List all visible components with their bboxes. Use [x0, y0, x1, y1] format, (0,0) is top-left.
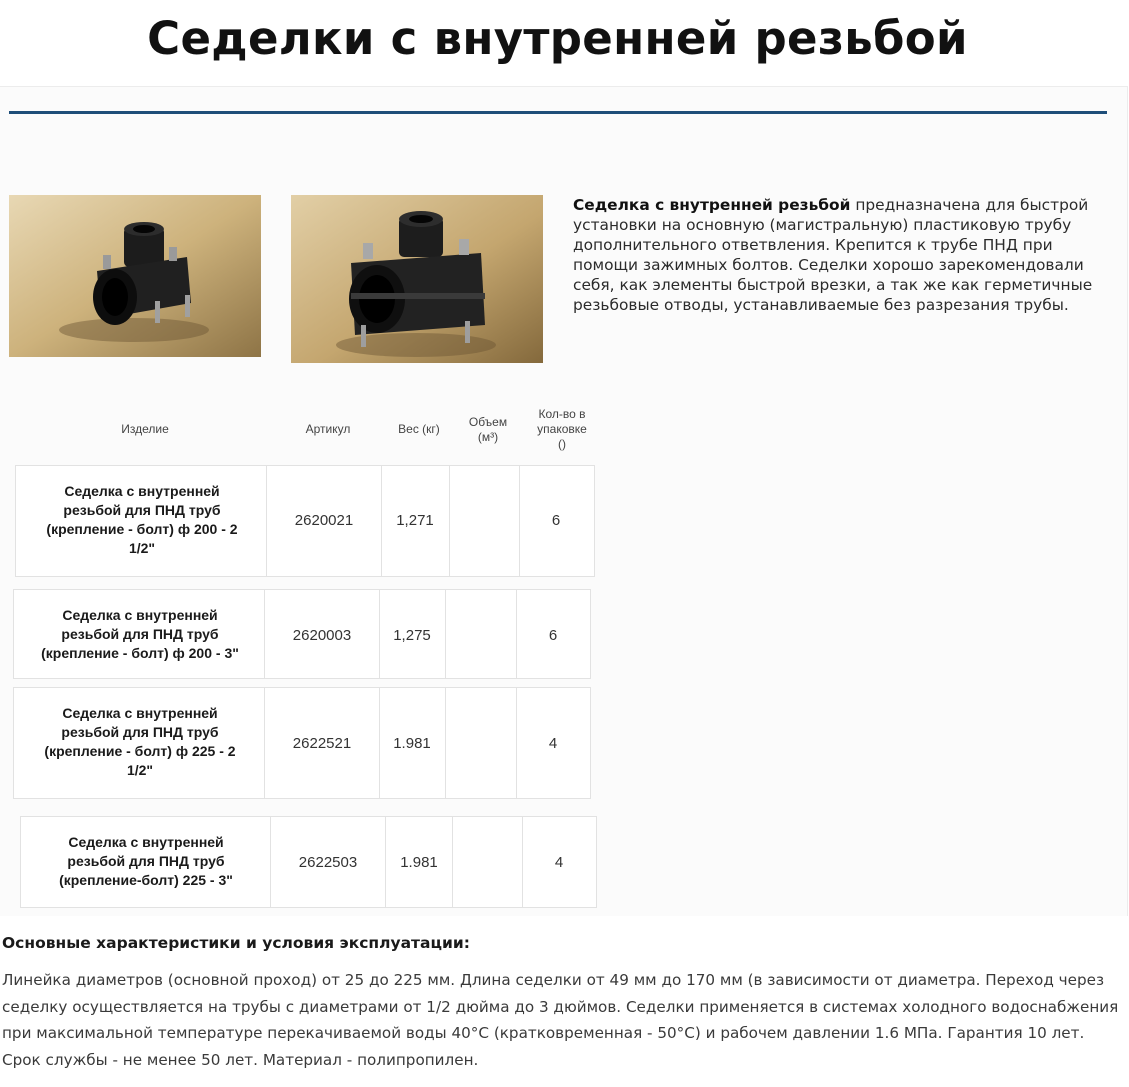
table-row: [20, 816, 597, 908]
product-article: 2620021: [294, 512, 354, 529]
product-weight: 1,275: [393, 627, 431, 644]
header-volume-line2: (м³): [477, 430, 499, 444]
description-body: предназначена для быстрой установки на основную (магистральную) пластиковую трубу дополнительного ответвления. Крепится к трубе ПНД при помощи зажимных болтов. Седелки хорошо зарекомендовали себя, как элементы быстрой врезки, а так же как герметичные резьбовые отводы, устанавливаемые без разрезания трубы.: [573, 196, 1093, 314]
header-qty-line2: упаковке: [537, 422, 587, 436]
table-row: [15, 465, 595, 577]
product-name: Седелка с внутренней резьбой для ПНД труб (крепление - болт) ф 200 - 2 1/2": [46, 483, 238, 556]
title-divider: [9, 111, 1107, 114]
product-qty: 4: [548, 735, 558, 752]
specs-title: Основные характеристики и условия эксплуатации:: [2, 934, 470, 952]
product-qty: 4: [554, 854, 564, 871]
product-weight: 1.981: [400, 854, 438, 871]
header-qty-line1: Кол-во в: [538, 407, 586, 421]
page-title: Седелки с внутренней резьбой: [147, 12, 968, 65]
header-volume: [458, 415, 518, 445]
product-weight: 1.981: [393, 735, 431, 752]
header-weight: Вес (кг): [398, 422, 440, 436]
product-article: 2622503: [298, 854, 358, 871]
table-row: [13, 687, 591, 799]
product-photo-front: [291, 195, 543, 363]
product-name: Седелка с внутренней резьбой для ПНД труб (крепление-болт) 225 - 3": [59, 834, 233, 888]
header-article: Артикул: [305, 422, 351, 436]
product-name: Седелка с внутренней резьбой для ПНД труб (крепление - болт) ф 225 - 2 1/2": [44, 705, 236, 778]
product-weight: 1,271: [396, 512, 434, 529]
header-qty-line3: (): [558, 437, 566, 451]
product-qty: 6: [551, 512, 561, 529]
header-volume-line1: Объем: [468, 415, 508, 429]
specs-text: Линейка диаметров (основной проход) от 25 до 225 мм. Длина седелки от 49 мм до 170 мм (в зависимости от диаметра. Переход через седелку осуществляется на трубы с диаметрами от 1/2 дюйма до 3 дюймов. Седелки применяется в системах холодного водоснабжения при максимальной температуре перекачиваемой воды 40°С (кратковременная - 50°С) и рабочем давлении 1.6 МПа. Гарантия 10 лет. Срок службы - не менее 50 лет. Материал - полипропилен.: [2, 971, 1119, 1069]
header-product: Изделие: [121, 422, 169, 436]
product-description: [573, 195, 1108, 315]
product-photo-side: [9, 195, 261, 357]
header-qty: [524, 407, 600, 452]
table-row: [13, 589, 591, 679]
product-name: Седелка с внутренней резьбой для ПНД труб (крепление - болт) ф 200 - 3": [41, 607, 239, 661]
description-lead: Седелка с внутренней резьбой: [573, 196, 851, 214]
product-article: 2620003: [292, 627, 352, 644]
product-article: 2622521: [292, 735, 352, 752]
product-qty: 6: [548, 627, 558, 644]
